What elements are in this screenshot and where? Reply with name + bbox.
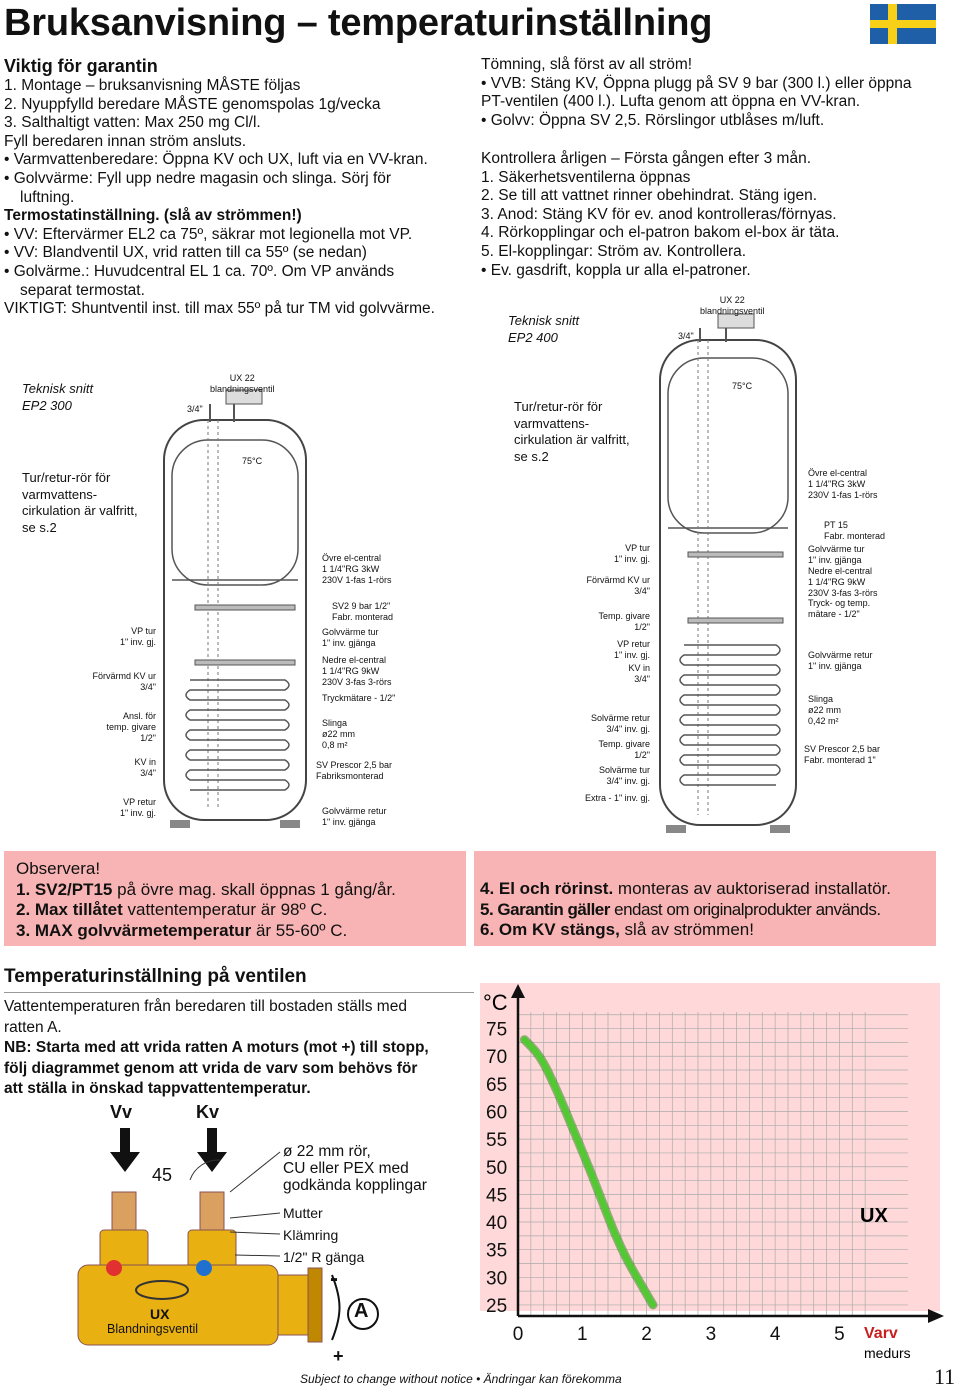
page-title: Bruksanvisning – temperaturinställning [4, 2, 713, 44]
label: SV Prescor 2,5 bar [804, 744, 881, 754]
important-line: VIKTIGT: Shuntventil inst. till max 55º på tur TM vid golvvärme. [4, 300, 435, 318]
label: KV in [134, 757, 156, 767]
leader-line [230, 1232, 280, 1234]
label: 1" inv. gjänga [322, 816, 376, 827]
label: mätare - 1/2" [808, 608, 860, 619]
x-tick-label: 0 [512, 1324, 524, 1345]
label: Övre el-central [808, 468, 868, 478]
label: 1 1/4"RG 9kW [808, 576, 866, 587]
text-line: Vattentemperaturen från beredaren till bostaden ställs med [4, 998, 407, 1015]
x-tick-label: 4 [769, 1324, 781, 1345]
y-tick-label: 70 [486, 1047, 508, 1069]
label: 1" inv. gjänga [808, 554, 862, 565]
label: Solvärme tur [598, 765, 650, 775]
x-axis-label: Varv [864, 1325, 898, 1342]
label: Övre el-central [322, 553, 382, 563]
tank-ep2-300-drawing [150, 380, 320, 840]
observe-item [16, 921, 454, 942]
nut-right [188, 1230, 236, 1270]
label: Förvärmd KV ur [92, 671, 156, 681]
label: SV Prescor 2,5 bar [316, 760, 393, 770]
label: Temp. givare [598, 611, 650, 621]
series-label: UX [860, 1205, 888, 1227]
text-line: • Ev. gasdrift, koppla ur alla el-patroner. [481, 261, 751, 279]
label: Tryck- og temp. [808, 598, 871, 608]
y-tick-label: 25 [486, 1295, 508, 1317]
observe-heading: Observera! [16, 859, 101, 878]
temperature-label: 75°C [732, 381, 753, 391]
observe-item-text: är 55-60º C. [251, 920, 348, 940]
tank-300-left-labels [90, 626, 156, 819]
tank-300-valve-label [210, 373, 275, 395]
y-tick-label: 60 [486, 1102, 508, 1124]
y-tick-label: 65 [486, 1074, 508, 1096]
x-tick-label: 3 [705, 1324, 717, 1345]
text-line: 2. Nyuppfylld beredare MÅSTE genomspolas 1g/vecka [4, 95, 381, 113]
text-line: • Golvv: Öppna SV 2,5. Rörslingor utblåses m/luft. [481, 111, 825, 129]
label: Nedre el-central [808, 566, 873, 576]
warranty-heading: Viktig för garantin [4, 56, 158, 76]
text-line: 3. Salthaltigt vatten: Max 250 mg Cl/l. [4, 114, 261, 132]
tank-300-title [22, 380, 93, 414]
observe-item-bold: 3. MAX golvvärmetemperatur [16, 920, 252, 940]
label: ø22 mm [808, 704, 842, 715]
x-axis-sublabel: medurs [864, 1345, 911, 1361]
label: 3/4" inv. gj. [606, 775, 650, 786]
thread-label: 1/2" R gänga [283, 1249, 365, 1265]
text-line: 1. Säkerhetsventilerna öppnas [481, 168, 691, 186]
text-line: Tömning, slå först av all ström! [481, 56, 693, 73]
observe-item-text: på övre mag. skall öppnas 1 gång/år. [112, 879, 396, 899]
arrow-down-icon [110, 1128, 140, 1172]
pipe-right [200, 1192, 224, 1230]
label: 3/4" [634, 585, 650, 596]
tank-300-note [22, 470, 138, 536]
x-tick-label: 1 [576, 1324, 588, 1345]
fitting-label: 3/4" [187, 404, 203, 414]
label: 3/4" [140, 681, 156, 692]
observe-item-text: slå av strömmen! [619, 920, 754, 939]
label: PT 15 [824, 520, 848, 530]
label: Extra - 1" inv. gj. [584, 793, 650, 803]
vv-label: Vv [110, 1102, 133, 1122]
label: 1" inv. gjänga [808, 660, 862, 671]
label: SV2 9 bar 1/2" [332, 601, 391, 611]
note-line: cirkulation är valfritt, [514, 432, 630, 447]
text-line: • VVB: Stäng KV, Öppna plugg på SV 9 bar (300 l.) eller öppna [481, 74, 912, 92]
label: VP tur [625, 543, 650, 553]
fitting-label: 3/4" [678, 331, 694, 341]
body-brand: UX [150, 1306, 170, 1322]
observe-box-right [474, 851, 936, 946]
text-line: • VV: Blandventil UX, vrid ratten till ca 55º (se nedan) [4, 244, 367, 262]
plus-label: + [333, 1346, 344, 1366]
label: 230V 3-fas 3-rörs [808, 587, 878, 598]
text-line: PT-ventilen (400 l.). Lufta genom att öppna en VV-kran. [481, 93, 861, 111]
text-line: 4. Rörkopplingar och el-patron bakom el-box är täta. [481, 224, 840, 242]
temperature-setting-section [4, 964, 474, 1100]
label: temp. givare [106, 721, 156, 732]
label: Slinga [322, 718, 348, 728]
text-line: separat termostat. [20, 281, 145, 299]
label: Golvvärme retur [808, 650, 873, 660]
label: 1" inv. gjänga [322, 637, 376, 648]
footer-note: Subject to change without notice • Ändringar kan förekomma [300, 1372, 622, 1386]
label: Golvvärme tur [322, 627, 379, 637]
text-line: 3. Anod: Stäng KV för ev. anod kontrolleras/förnyas. [481, 205, 837, 223]
tank-400-valve-label [700, 295, 765, 317]
temperature-chart [478, 978, 948, 1362]
label: Nedre el-central [322, 655, 387, 665]
label: VP retur [123, 797, 156, 807]
body-text: Blandningsventil [107, 1322, 199, 1336]
knob-stem [278, 1275, 308, 1335]
label: Fabr. monterad [824, 530, 886, 541]
observe-box-left [4, 851, 466, 946]
label: blandningsventil [210, 383, 275, 394]
observe-item [480, 879, 928, 900]
tank-400-right-labels [804, 468, 886, 766]
label: 0,42 m² [808, 715, 839, 726]
label: 1/2" [140, 732, 156, 743]
note-line: varmvattens- [514, 415, 590, 431]
clamp-ring-label: Klämring [283, 1227, 339, 1243]
note-line: se s.2 [22, 519, 57, 535]
label: 230V 1-fas 1-rörs [808, 489, 878, 500]
label: 3/4" [634, 673, 650, 684]
label: 1" inv. gj. [119, 636, 156, 647]
text-line: • Varmvattenberedare: Öppna KV och UX, luft via en VV-kran. [4, 151, 428, 169]
note-line: cirkulation är valfritt, [22, 503, 138, 518]
label: 1" inv. gj. [613, 649, 650, 660]
observe-item-text: endast om originalprodukter används. [609, 899, 881, 919]
label: Temp. givare [598, 739, 650, 749]
leader-line [230, 1152, 280, 1192]
pipe-spec-line: ø 22 mm rör, [283, 1143, 371, 1160]
observe-item-bold: 5. Garantin gäller [480, 899, 610, 919]
label: 1 1/4"RG 3kW [808, 478, 866, 489]
note-line: se s.2 [514, 448, 549, 464]
label: Ansl. för [122, 711, 156, 721]
label: 0,8 m² [322, 739, 348, 750]
tank-ep2-400-drawing [648, 300, 808, 840]
text-line: 1. Montage – bruksanvisning MÅSTE följas [4, 77, 301, 94]
cold-indicator-icon [196, 1260, 212, 1276]
note-line: Tur/retur-rör för [22, 470, 111, 485]
label: 3/4" inv. gj. [606, 723, 650, 734]
y-tick-label: 55 [486, 1130, 508, 1152]
label: VP tur [131, 626, 156, 636]
temperature-setting-heading: Temperaturinställning på ventilen [4, 966, 307, 987]
observe-item-text: vattentemperatur är 98º C. [122, 900, 328, 919]
tank-400-note [514, 399, 630, 465]
leader-line [230, 1213, 280, 1218]
tank-300-right-labels [316, 553, 396, 828]
hot-indicator-icon [106, 1260, 122, 1276]
swedish-flag-icon [870, 4, 936, 44]
label: 1" inv. gj. [119, 807, 156, 818]
text-line: 2. Se till att vattnet rinner obehindrat. Stäng igen. [481, 187, 818, 205]
page-number: 11 [934, 1364, 956, 1388]
caption: EP2 400 [508, 330, 558, 345]
observe-item [480, 900, 928, 921]
divider [4, 992, 474, 993]
nut-label: Mutter [283, 1205, 323, 1221]
text-line: • Golvvärme: Fyll upp nedre magasin och slinga. Sörj för [4, 169, 392, 187]
text-line: Fyll beredaren innan ström ansluts. [4, 132, 247, 150]
label: 230V 3-fas 3-rörs [322, 676, 392, 687]
note-line: Tur/retur-rör för [514, 399, 603, 414]
arrow-up-icon [511, 984, 525, 998]
text-line: att ställa in önskad tappvattentemperatur. [4, 1080, 311, 1097]
leader-line [235, 1255, 280, 1256]
knob-a[interactable] [308, 1268, 322, 1342]
label: Tryckmätare - 1/2" [322, 693, 396, 703]
pipe-spec-line: godkända kopplingar [283, 1177, 427, 1194]
tank-400-title [508, 312, 579, 346]
caption: Teknisk snitt [22, 381, 94, 396]
label: blandningsventil [700, 305, 765, 316]
text-line: följ diagrammet genom att vrida de varv som behövs för [4, 1059, 418, 1077]
label: ø22 mm [322, 728, 356, 739]
label: Slinga [808, 694, 834, 704]
pipe-spec-line: CU eller PEX med [283, 1160, 409, 1177]
label: Fabr. monterad [332, 611, 394, 622]
x-tick-label: 2 [641, 1324, 652, 1345]
knob-a-label: A [354, 1300, 369, 1322]
observe-item [16, 900, 454, 921]
label: 1" inv. gj. [613, 553, 650, 564]
warranty-section [4, 55, 435, 319]
thermostat-heading: Termostatinställning. (slå av strömmen!) [4, 207, 302, 225]
observe-item-bold: 1. SV2/PT15 [16, 879, 113, 899]
label: 1/2" [634, 749, 650, 760]
x-tick-label: 5 [834, 1324, 845, 1345]
text-line: NB: Starta med att vrida ratten A moturs (mot +) till stopp, [4, 1039, 429, 1056]
label: Golvvärme tur [808, 544, 865, 554]
tank-400-left-labels [560, 543, 650, 804]
drain-section [481, 56, 912, 130]
caption: EP2 300 [22, 398, 72, 413]
observe-item-bold: 2. Max tillåtet [16, 900, 123, 919]
text-line: • Golvärme.: Huvudcentral EL 1 ca. 70º. Om VP används [4, 262, 395, 280]
label: KV in [628, 663, 650, 673]
caption: Teknisk snitt [508, 313, 580, 328]
y-tick-label: 45 [486, 1185, 508, 1207]
text-line: ratten A. [4, 1018, 62, 1036]
label: Golvvärme retur [322, 806, 387, 816]
label: 230V 1-fas 1-rörs [322, 574, 392, 585]
observe-item-bold: 4. El och rörinst. [480, 879, 614, 898]
pipe-left [112, 1192, 136, 1230]
y-tick-label: 40 [486, 1213, 508, 1235]
arrow-right-icon [928, 1309, 944, 1323]
observe-item-text: monteras av auktoriserad installatör. [613, 879, 892, 898]
observe-item [16, 880, 454, 901]
kv-label: Kv [196, 1102, 220, 1122]
observe-item [480, 920, 928, 941]
label: Fabr. monterad 1" [804, 754, 876, 765]
y-tick-label: 30 [486, 1268, 508, 1290]
text-line: luftning. [20, 188, 75, 206]
text-line: • VV: Eftervärmer EL2 ca 75º, säkrar mot legionella mot VP. [4, 225, 413, 243]
temperature-label: 75°C [242, 456, 263, 466]
label: 1 1/4"RG 9kW [322, 665, 380, 676]
label: Solvärme retur [590, 713, 650, 723]
label: 1 1/4"RG 3kW [322, 563, 380, 574]
y-axis-label: °C [483, 990, 508, 1015]
minus-label: - [330, 1265, 338, 1292]
label: Förvärmd KV ur [586, 575, 650, 585]
angle-label: 45 [152, 1165, 173, 1185]
label: VP retur [617, 639, 650, 649]
pipe-spec [283, 1143, 427, 1194]
label: Fabriksmonterad [316, 770, 384, 781]
label: 1/2" [634, 621, 650, 632]
y-tick-label: 35 [486, 1240, 508, 1262]
label: UX 22 [229, 373, 255, 383]
annual-check-section [481, 150, 839, 280]
y-tick-label: 75 [486, 1019, 508, 1041]
label: UX 22 [719, 295, 745, 305]
text-line: Kontrollera årligen – Första gången efter 3 mån. [481, 150, 811, 167]
text-line: 5. El-kopplingar: Ström av. Kontrollera. [481, 242, 747, 260]
label: 3/4" [140, 767, 156, 778]
note-line: varmvattens- [22, 486, 98, 502]
y-tick-label: 50 [486, 1157, 508, 1179]
observe-item-bold: 6. Om KV stängs, [480, 920, 620, 939]
